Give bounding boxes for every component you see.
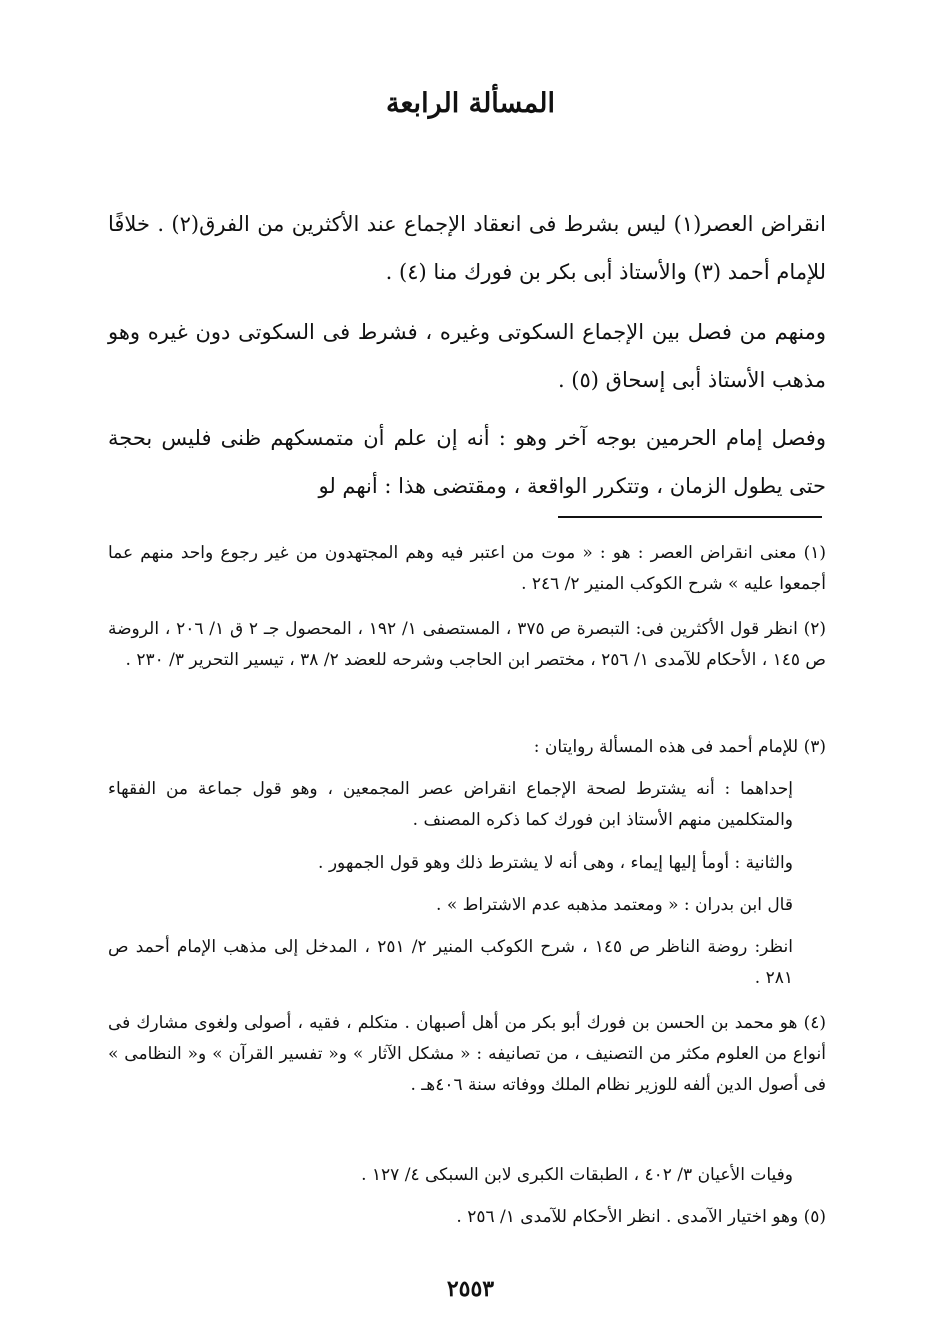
footnote-1: (١) معنى انقراض العصر : هو : « موت من اعتبر فيه وهم المجتهدون من غير رجوع واحد منهم عما أجمعوا عليه » شرح الكوكب المنير ٢/ ٢٤٦ .	[108, 543, 826, 594]
footnote-3-ibn-badran-quote: قال ابن بدران : « ومعتمد مذهبه عدم الاشتراط » .	[436, 895, 793, 915]
footnote-5: (٥) وهو اختيار الآمدى . انظر الأحكام للآمدى ١/ ٢٥٦ .	[456, 1207, 826, 1227]
footnote-separator	[558, 516, 822, 518]
body-paragraph-2: ومنهم من فصل بين الإجماع السكوتى وغيره ، فشرط فى السكوتى دون غيره وهو مذهب الأستاذ أبى إسحاق (٥) .	[108, 320, 826, 392]
body-paragraph-1: انقراض العصر(١) ليس بشرط فى انعقاد الإجماع عند الأكثرين من الفرق(٢) . خلافًا للإمام أحمد (٣) والأستاذ أبى بكر بن فورك منا (٤) .	[108, 212, 826, 284]
page-number: ٢٥٥٣	[446, 1276, 495, 1302]
footnote-3: (٣) للإمام أحمد فى هذه المسألة روايتان :	[533, 737, 826, 757]
footnote-3-first-narration: إحداهما : أنه يشترط لصحة الإجماع انقراض عصر المجمعين ، وهو قول جماعة من الفقهاء والمتكلمين منهم الأستاذ ابن فورك كما ذكره المصنف .	[108, 779, 793, 830]
footnote-2: (٢) انظر قول الأكثرين فى: التبصرة ص ٣٧٥ ، المستصفى ١/ ١٩٢ ، المحصول جـ ٢ ق ١/ ٢٠٦ ، الروضة ص ١٤٥ ، الأحكام للآمدى ١/ ٢٥٦ ، مختصر ابن الحاجب وشرحه للعضد ٢/ ٣٨ ، تيسير التحرير ٣/ ٢٣٠ .	[108, 619, 826, 670]
footnote-4-references: وفيات الأعيان ٣/ ٤٠٢ ، الطبقات الكبرى لابن السبكى ٤/ ١٢٧ .	[361, 1165, 793, 1185]
body-paragraph-3: وفصل إمام الحرمين بوجه آخر وهو : أنه إن علم أن متمسكهم ظنى فليس بحجة حتى يطول الزمان ، وتتكرر الواقعة ، ومقتضى هذا : أنهم لو	[108, 426, 826, 498]
footnote-3-second-narration: والثانية : أومأ إليها إيماء ، وهى أنه لا يشترط ذلك وهو قول الجمهور .	[318, 853, 793, 873]
section-heading: المسألة الرابعة	[386, 88, 555, 119]
footnote-3-references: انظر: روضة الناظر ص ١٤٥ ، شرح الكوكب المنير ٢/ ٢٥١ ، المدخل إلى مذهب الإمام أحمد ص ٢٨١ .	[108, 937, 793, 988]
footnote-4: (٤) هو محمد بن الحسن بن فورك أبو بكر من أهل أصبهان . متكلم ، فقيه ، أصولى ولغوى مشارك فى أنواع من العلوم مكثر من التصنيف ، من تصانيفه : « مشكل الآثار » و« تفسير القرآن » و« النظامى » فى أصول الدين ألفه للوزير نظام الملك ووفاته سنة ٤٠٦هـ .	[108, 1013, 826, 1095]
